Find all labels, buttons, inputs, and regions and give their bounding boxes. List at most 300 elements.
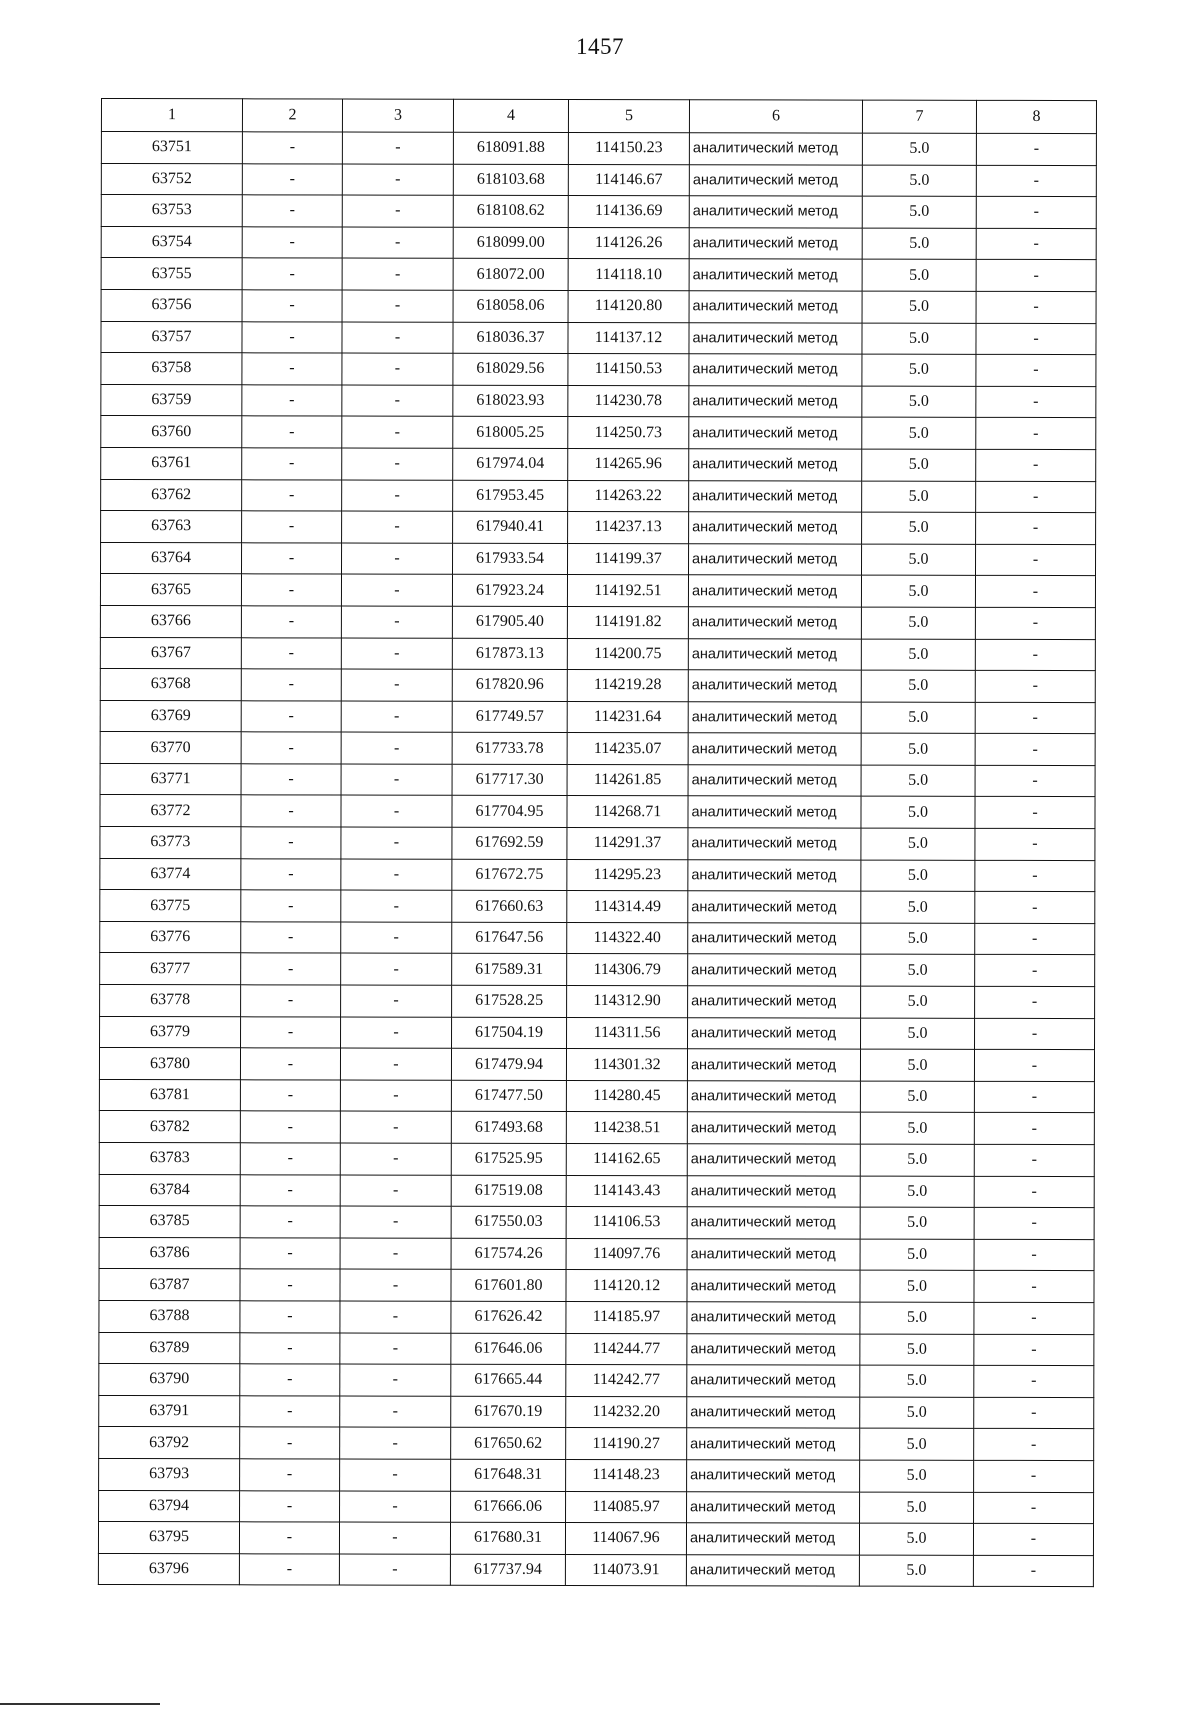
x-coordinate-cell: 617493.68 [451,1112,566,1144]
point-number-cell: 63766 [100,605,241,637]
point-number-cell: 63790 [99,1364,240,1396]
col-3-value-cell: - [339,1522,450,1554]
method-cell: аналитический метод [687,1460,860,1492]
col-8-value-cell: - [974,1334,1094,1366]
col-8-value-cell: - [974,1397,1094,1429]
precision-cell: 5.0 [859,1523,973,1555]
x-coordinate-cell: 618091.88 [453,132,568,164]
x-coordinate-cell: 618072.00 [453,259,568,291]
table-row [100,669,1095,703]
precision-cell: 5.0 [860,1365,974,1397]
col-3-value-cell: - [341,669,452,701]
y-coordinate-cell: 114306.79 [567,954,688,986]
table-row [100,605,1095,639]
point-number-cell: 63765 [100,574,241,606]
y-coordinate-cell: 114265.96 [568,448,689,480]
precision-cell: 5.0 [861,797,975,829]
method-cell: аналитический метод [689,385,862,417]
y-coordinate-cell: 114136.69 [568,196,689,228]
col-8-value-cell: - [975,828,1095,860]
precision-cell: 5.0 [862,481,976,513]
method-cell: аналитический метод [687,1491,860,1523]
precision-cell: 5.0 [860,1492,974,1524]
y-coordinate-cell: 114067.96 [565,1523,686,1555]
precision-cell: 5.0 [860,1049,974,1081]
table-row [101,479,1096,513]
col-2-value-cell: - [242,321,342,353]
col-3-value-cell: - [341,1017,452,1049]
point-number-cell: 63771 [100,763,241,795]
col-3-value-cell: - [340,1269,451,1301]
method-cell: аналитический метод [687,1365,860,1397]
point-number-cell: 63779 [100,1016,241,1048]
col-2-value-cell: - [242,132,342,164]
point-number-cell: 63780 [99,1048,240,1080]
x-coordinate-cell: 617589.31 [452,954,567,986]
method-cell: аналитический метод [687,1081,860,1113]
table-row [99,1364,1094,1398]
y-coordinate-cell: 114219.28 [567,670,688,702]
x-coordinate-cell: 617933.54 [453,543,568,575]
precision-cell: 5.0 [860,1302,974,1334]
precision-cell: 5.0 [862,228,976,260]
col-8-value-cell: - [976,354,1096,386]
y-coordinate-cell: 114073.91 [565,1554,686,1586]
table-row [99,1458,1094,1492]
x-coordinate-cell: 618103.68 [453,164,568,196]
table-row [100,574,1095,608]
col-3-value-cell: - [341,922,452,954]
x-coordinate-cell: 617601.80 [451,1270,566,1302]
point-number-cell: 63755 [101,258,242,290]
col-2-value-cell: - [241,858,341,890]
point-number-cell: 63794 [99,1490,240,1522]
col-2-value-cell: - [241,764,341,796]
point-number-cell: 63788 [99,1300,240,1332]
col-3-value-cell: - [342,353,453,385]
y-coordinate-cell: 114263.22 [568,480,689,512]
col-2-value-cell: - [240,1111,340,1143]
method-cell: аналитический метод [687,1333,860,1365]
method-cell: аналитический метод [688,828,861,860]
column-header: 1 [101,99,242,132]
point-number-cell: 63751 [101,132,242,164]
col-8-value-cell: - [976,512,1096,544]
col-3-value-cell: - [342,416,453,448]
precision-cell: 5.0 [861,639,975,671]
y-coordinate-cell: 114085.97 [566,1491,687,1523]
table-row [101,258,1096,292]
col-3-value-cell: - [342,290,453,322]
x-coordinate-cell: 617574.26 [451,1238,566,1270]
col-8-value-cell: - [975,797,1095,829]
col-2-value-cell: - [240,1174,340,1206]
column-header: 4 [453,99,568,132]
col-2-value-cell: - [241,732,341,764]
col-8-value-cell: - [976,544,1096,576]
coordinates-table [98,98,1097,1587]
method-cell: аналитический метод [688,607,861,639]
method-cell: аналитический метод [689,322,862,354]
method-cell: аналитический метод [689,164,862,196]
precision-cell: 5.0 [862,449,976,481]
method-cell: аналитический метод [689,354,862,386]
precision-cell: 5.0 [861,955,975,987]
point-number-cell: 63773 [100,827,241,859]
y-coordinate-cell: 114143.43 [566,1175,687,1207]
method-cell: аналитический метод [687,1239,860,1271]
method-cell: аналитический метод [689,259,862,291]
precision-cell: 5.0 [861,702,975,734]
y-coordinate-cell: 114238.51 [566,1112,687,1144]
col-3-value-cell: - [342,258,453,290]
x-coordinate-cell: 617504.19 [452,1017,567,1049]
point-number-cell: 63761 [101,447,242,479]
method-cell: аналитический метод [689,133,862,165]
y-coordinate-cell: 114192.51 [567,575,688,607]
table-row [98,1553,1093,1587]
col-3-value-cell: - [341,764,452,796]
precision-cell: 5.0 [860,1239,974,1271]
col-8-value-cell: - [976,291,1096,323]
col-3-value-cell: - [339,1554,450,1586]
method-cell: аналитический метод [687,1175,860,1207]
y-coordinate-cell: 114244.77 [566,1333,687,1365]
col-8-value-cell: - [975,986,1095,1018]
y-coordinate-cell: 114120.12 [566,1270,687,1302]
col-2-value-cell: - [242,227,342,259]
col-3-value-cell: - [340,1175,451,1207]
col-3-value-cell: - [342,132,453,164]
col-3-value-cell: - [342,227,453,259]
table-row [101,353,1096,387]
x-coordinate-cell: 617479.94 [451,1048,566,1080]
col-8-value-cell: - [976,228,1096,260]
table-row [99,1427,1094,1461]
table-row [101,416,1096,450]
method-cell: аналитический метод [689,480,862,512]
col-8-value-cell: - [976,323,1096,355]
table-row [99,1237,1094,1271]
point-number-cell: 63759 [101,384,242,416]
col-8-value-cell: - [975,955,1095,987]
x-coordinate-cell: 617647.56 [452,922,567,954]
point-number-cell: 63791 [99,1395,240,1427]
col-2-value-cell: - [241,606,341,638]
method-cell: аналитический метод [687,1207,860,1239]
col-8-value-cell: - [974,1492,1094,1524]
table-row [101,511,1096,545]
y-coordinate-cell: 114120.80 [568,290,689,322]
col-8-value-cell: - [974,1271,1094,1303]
col-8-value-cell: - [975,576,1095,608]
col-3-value-cell: - [341,890,452,922]
table-row [100,1016,1095,1050]
x-coordinate-cell: 618029.56 [453,353,568,385]
table-row [100,700,1095,734]
y-coordinate-cell: 114235.07 [567,733,688,765]
col-2-value-cell: - [241,922,341,954]
col-3-value-cell: - [342,448,453,480]
x-coordinate-cell: 617820.96 [452,669,567,701]
point-number-cell: 63781 [99,1079,240,1111]
col-3-value-cell: - [342,543,453,575]
point-number-cell: 63776 [100,921,241,953]
y-coordinate-cell: 114291.37 [567,828,688,860]
x-coordinate-cell: 617905.40 [452,606,567,638]
x-coordinate-cell: 617704.95 [452,796,567,828]
y-coordinate-cell: 114230.78 [568,385,689,417]
method-cell: аналитический метод [688,796,861,828]
col-3-value-cell: - [340,1206,451,1238]
y-coordinate-cell: 114242.77 [566,1365,687,1397]
y-coordinate-cell: 114314.49 [567,891,688,923]
x-coordinate-cell: 617660.63 [452,890,567,922]
col-2-value-cell: - [240,1427,340,1459]
precision-cell: 5.0 [862,386,976,418]
col-2-value-cell: - [242,195,342,227]
col-8-value-cell: - [976,133,1096,165]
col-8-value-cell: - [975,702,1095,734]
col-2-value-cell: - [241,669,341,701]
x-coordinate-cell: 617940.41 [453,511,568,543]
point-number-cell: 63769 [100,700,241,732]
point-number-cell: 63757 [101,321,242,353]
column-header: 3 [342,99,453,132]
col-3-value-cell: - [340,1080,451,1112]
table-row [99,1174,1094,1208]
precision-cell: 5.0 [860,1397,974,1429]
method-cell: аналитический метод [688,765,861,797]
point-number-cell: 63789 [99,1332,240,1364]
x-coordinate-cell: 617525.95 [451,1143,566,1175]
method-cell: аналитический метод [686,1554,859,1586]
precision-cell: 5.0 [860,1144,974,1176]
method-cell: аналитический метод [689,449,862,481]
y-coordinate-cell: 114301.32 [566,1049,687,1081]
table-row [101,447,1096,481]
col-3-value-cell: - [341,701,452,733]
point-number-cell: 63774 [100,858,241,890]
col-3-value-cell: - [341,732,452,764]
col-3-value-cell: - [340,1238,451,1270]
y-coordinate-cell: 114185.97 [566,1301,687,1333]
x-coordinate-cell: 617873.13 [452,638,567,670]
y-coordinate-cell: 114150.53 [568,354,689,386]
y-coordinate-cell: 114311.56 [567,1017,688,1049]
table-row [99,1490,1094,1524]
table-row [100,985,1095,1019]
col-8-value-cell: - [975,607,1095,639]
col-3-value-cell: - [341,985,452,1017]
col-3-value-cell: - [340,1143,451,1175]
x-coordinate-cell: 617974.04 [453,448,568,480]
y-coordinate-cell: 114126.26 [568,227,689,259]
col-2-value-cell: - [242,385,342,417]
method-cell: аналитический метод [689,417,862,449]
table-row [99,1111,1094,1145]
x-coordinate-cell: 617550.03 [451,1206,566,1238]
method-cell: аналитический метод [687,1049,860,1081]
col-8-value-cell: - [974,1050,1094,1082]
x-coordinate-cell: 617477.50 [451,1080,566,1112]
table-row [99,1395,1094,1429]
method-cell: аналитический метод [687,1302,860,1334]
precision-cell: 5.0 [862,417,976,449]
x-coordinate-cell: 618023.93 [453,385,568,417]
point-number-cell: 63783 [99,1142,240,1174]
precision-cell: 5.0 [862,544,976,576]
col-3-value-cell: - [341,827,452,859]
point-number-cell: 63787 [99,1269,240,1301]
col-8-value-cell: - [974,1176,1094,1208]
method-cell: аналитический метод [689,291,862,323]
point-number-cell: 63764 [101,542,242,574]
y-coordinate-cell: 114312.90 [567,986,688,1018]
col-3-value-cell: - [342,195,453,227]
table-row [99,1079,1094,1113]
col-3-value-cell: - [342,385,453,417]
precision-cell: 5.0 [862,323,976,355]
point-number-cell: 63768 [100,669,241,701]
col-2-value-cell: - [240,1490,340,1522]
point-number-cell: 63752 [101,163,242,195]
precision-cell: 5.0 [861,986,975,1018]
col-2-value-cell: - [241,574,341,606]
y-coordinate-cell: 114148.23 [566,1459,687,1491]
col-3-value-cell: - [340,1048,451,1080]
col-2-value-cell: - [240,1048,340,1080]
table-body [98,132,1096,1587]
point-number-cell: 63777 [100,953,241,985]
col-2-value-cell: - [241,637,341,669]
col-2-value-cell: - [239,1522,339,1554]
method-cell: аналитический метод [688,859,861,891]
col-2-value-cell: - [240,1269,340,1301]
col-2-value-cell: - [242,416,342,448]
point-number-cell: 63775 [100,890,241,922]
col-8-value-cell: - [974,1144,1094,1176]
table-row [100,732,1095,766]
y-coordinate-cell: 114261.85 [567,764,688,796]
col-2-value-cell: - [242,353,342,385]
y-coordinate-cell: 114237.13 [568,512,689,544]
table-header [101,99,1096,134]
table-row [99,1206,1094,1240]
col-8-value-cell: - [973,1523,1093,1555]
precision-cell: 5.0 [862,291,976,323]
precision-cell: 5.0 [862,133,976,165]
col-2-value-cell: - [240,1364,340,1396]
y-coordinate-cell: 114250.73 [568,417,689,449]
col-2-value-cell: - [241,890,341,922]
method-cell: аналитический метод [687,1428,860,1460]
x-coordinate-cell: 617717.30 [452,764,567,796]
col-3-value-cell: - [340,1491,451,1523]
col-3-value-cell: - [340,1427,451,1459]
method-cell: аналитический метод [689,228,862,260]
x-coordinate-cell: 617680.31 [450,1522,565,1554]
col-2-value-cell: - [240,1080,340,1112]
col-8-value-cell: - [976,165,1096,197]
precision-cell: 5.0 [861,860,975,892]
col-8-value-cell: - [974,1302,1094,1334]
y-coordinate-cell: 114150.23 [568,132,689,164]
x-coordinate-cell: 617749.57 [452,701,567,733]
precision-cell: 5.0 [859,1555,973,1587]
col-8-value-cell: - [975,1018,1095,1050]
method-cell: аналитический метод [688,1017,861,1049]
col-3-value-cell: - [341,638,452,670]
y-coordinate-cell: 114137.12 [568,322,689,354]
point-number-cell: 63778 [100,985,241,1017]
col-2-value-cell: - [239,1554,339,1586]
x-coordinate-cell: 617519.08 [451,1175,566,1207]
point-number-cell: 63784 [99,1174,240,1206]
x-coordinate-cell: 617672.75 [452,859,567,891]
col-3-value-cell: - [342,322,453,354]
point-number-cell: 63782 [99,1111,240,1143]
table-row [101,542,1096,576]
x-coordinate-cell: 617737.94 [450,1554,565,1586]
col-3-value-cell: - [341,859,452,891]
y-coordinate-cell: 114118.10 [568,259,689,291]
method-cell: аналитический метод [687,1144,860,1176]
table-row [101,321,1096,355]
y-coordinate-cell: 114146.67 [568,164,689,196]
precision-cell: 5.0 [861,575,975,607]
point-number-cell: 63763 [101,511,242,543]
precision-cell: 5.0 [861,891,975,923]
point-number-cell: 63795 [98,1522,239,1554]
col-8-value-cell: - [974,1239,1094,1271]
col-8-value-cell: - [975,734,1095,766]
col-8-value-cell: - [974,1081,1094,1113]
col-8-value-cell: - [974,1460,1094,1492]
col-3-value-cell: - [340,1111,451,1143]
col-8-value-cell: - [975,892,1095,924]
x-coordinate-cell: 617626.42 [451,1301,566,1333]
x-coordinate-cell: 617670.19 [451,1396,566,1428]
col-8-value-cell: - [976,481,1096,513]
column-header: 2 [242,99,342,132]
table-row [100,921,1095,955]
col-3-value-cell: - [340,1301,451,1333]
precision-cell: 5.0 [861,923,975,955]
method-cell: аналитический метод [687,1270,860,1302]
method-cell: аналитический метод [689,196,862,228]
method-cell: аналитический метод [688,733,861,765]
col-2-value-cell: - [240,1332,340,1364]
y-coordinate-cell: 114232.20 [566,1396,687,1428]
y-coordinate-cell: 114106.53 [566,1207,687,1239]
table-row [99,1048,1094,1082]
x-coordinate-cell: 617528.25 [452,985,567,1017]
table-row [100,890,1095,924]
col-8-value-cell: - [974,1429,1094,1461]
x-coordinate-cell: 618099.00 [453,227,568,259]
x-coordinate-cell: 618058.06 [453,290,568,322]
precision-cell: 5.0 [862,259,976,291]
col-8-value-cell: - [976,449,1096,481]
precision-cell: 5.0 [860,1460,974,1492]
col-2-value-cell: - [242,543,342,575]
precision-cell: 5.0 [860,1112,974,1144]
col-8-value-cell: - [975,670,1095,702]
col-2-value-cell: - [241,700,341,732]
y-coordinate-cell: 114199.37 [568,543,689,575]
col-8-value-cell: - [973,1555,1093,1587]
